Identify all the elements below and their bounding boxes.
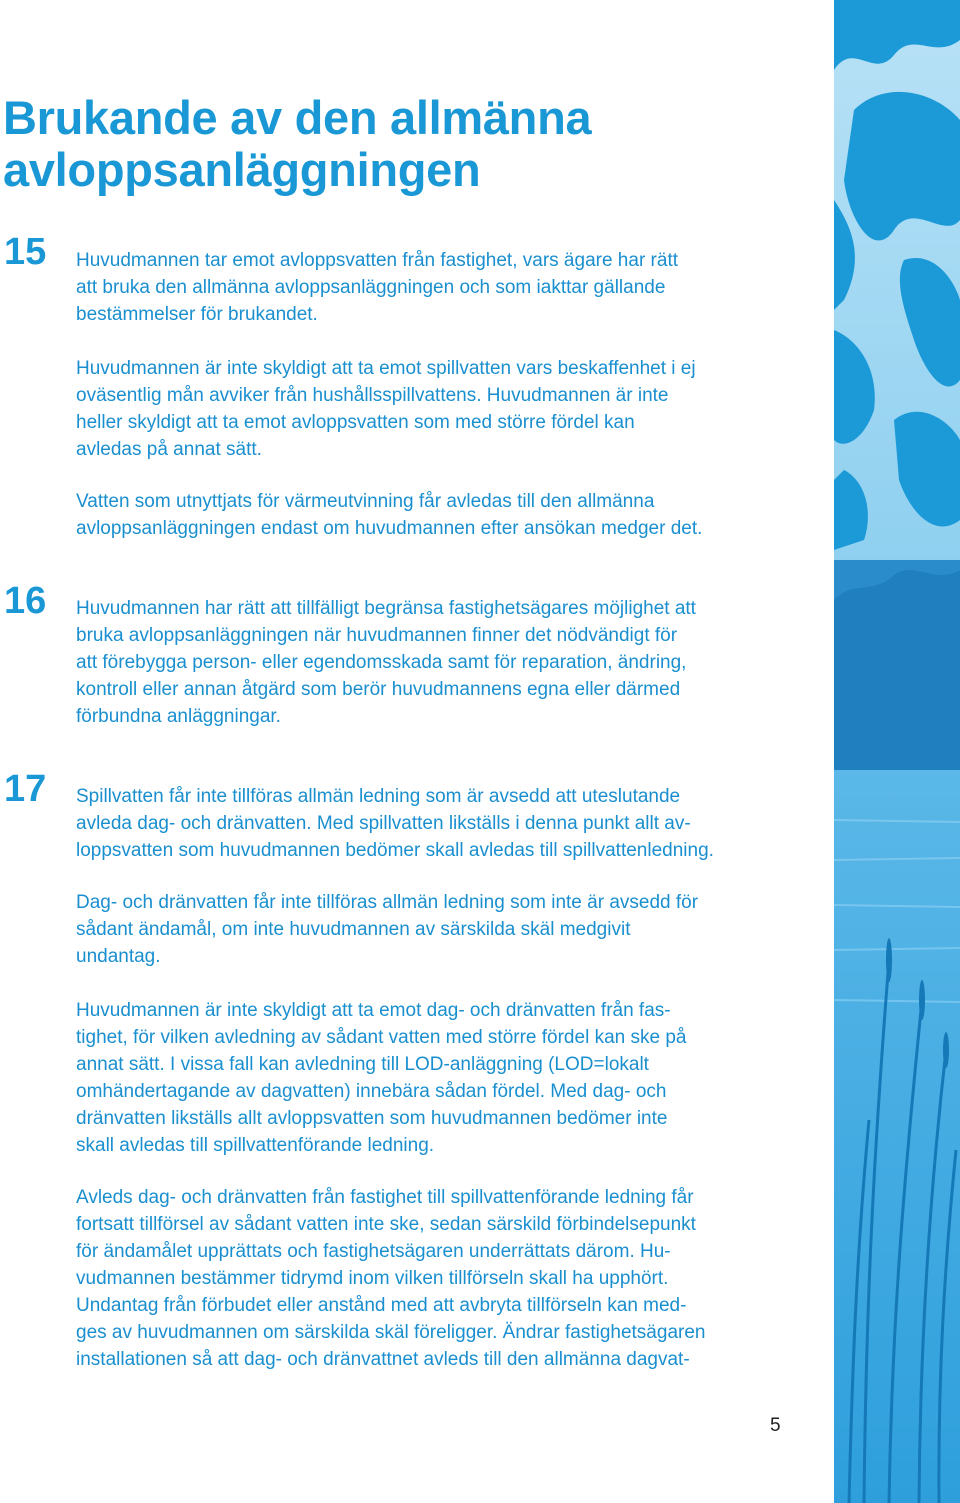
- text-line: annat sätt. I vissa fall kan avledning till LOD-anläggning (LOD=lokalt: [76, 1054, 649, 1075]
- text-line: bruka avloppsanläggningen när huvudmannen finner det nödvändigt för: [76, 625, 678, 646]
- text-line: Huvudmannen har rätt att tillfälligt begränsa fastighetsägares möjlighet att: [76, 598, 696, 619]
- text-line: Vatten som utnyttjats för värmeutvinning får avledas till den allmänna: [76, 491, 655, 512]
- text-line: avloppsanläggningen endast om huvudmannen efter ansökan medger det.: [76, 518, 703, 539]
- text-line: kontroll eller annan åtgärd som berör huvudmannens egna eller därmed: [76, 679, 681, 700]
- text-line: Huvudmannen är inte skyldigt att ta emot dag- och dränvatten från fas-: [76, 1000, 671, 1021]
- text-line: Huvudmannen är inte skyldigt att ta emot spillvatten vars beskaffenhet i ej: [76, 358, 696, 379]
- text-line: fortsatt tillförsel av sådant vatten inte ske, sedan särskild förbindelsepunkt: [76, 1214, 696, 1235]
- text-line: avledas på annat sätt.: [76, 439, 262, 460]
- text-line: sådant ändamål, om inte huvudmannen av särskilda skäl medgivit: [76, 919, 631, 940]
- page-title: [3, 92, 823, 196]
- text-line: undantag.: [76, 946, 161, 967]
- section-number-16: 16: [4, 580, 47, 622]
- text-line: att förebygga person- eller egendomsskada samt för reparation, ändring,: [76, 652, 687, 673]
- section-17-paragraph-4: [76, 1184, 806, 1373]
- text-line: att bruka den allmänna avloppsanläggningen och som iakttar gällande: [76, 277, 666, 298]
- section-17-paragraph-2: [76, 889, 806, 970]
- lake-reeds-photo: [834, 0, 960, 1503]
- text-line: avleda dag- och dränvatten. Med spillvatten likställs i denna punkt allt av-: [76, 813, 691, 834]
- section-15-paragraph-3: [76, 488, 806, 542]
- text-line: dränvatten likställs allt avloppsvatten som huvudmannen bedömer inte: [76, 1108, 668, 1129]
- section-15-paragraph-1: [76, 247, 806, 328]
- section-17-paragraph-3: [76, 997, 806, 1159]
- text-line: Spillvatten får inte tillföras allmän ledning som är avsedd att uteslutande: [76, 786, 681, 807]
- section-16-paragraph-1: [76, 595, 806, 730]
- section-number-15: 15: [4, 231, 47, 273]
- text-line: för ändamålet upprättats och fastighetsägaren underrättats därom. Hu-: [76, 1241, 671, 1262]
- page-title-line-2: avloppsanläggningen: [3, 143, 481, 196]
- text-line: Huvudmannen tar emot avloppsvatten från fastighet, vars ägare har rätt: [76, 250, 678, 271]
- text-line: loppsvatten som huvudmannen bedömer skall avledas till spillvattenledning.: [76, 840, 714, 861]
- section-number-17: 17: [4, 768, 47, 810]
- text-line: tighet, för vilken avledning av sådant vatten med större fördel kan ske på: [76, 1027, 687, 1048]
- text-line: heller skyldigt att ta emot avloppsvatten som med större fördel kan: [76, 412, 635, 433]
- text-line: Dag- och dränvatten får inte tillföras allmän ledning som inte är avsedd för: [76, 892, 699, 913]
- page-number: 5: [770, 1415, 781, 1436]
- text-line: vudmannen bestämmer tidrymd inom vilken tillförseln skall ha upphört.: [76, 1268, 669, 1289]
- text-line: installationen så att dag- och dränvattnet avleds till den allmänna dagvat-: [76, 1349, 690, 1370]
- text-line: Undantag från förbudet eller anstånd med att avbryta tillförseln kan med-: [76, 1295, 687, 1316]
- page-title-line-1: Brukande av den allmänna: [3, 91, 592, 144]
- text-line: förbundna anläggningar.: [76, 706, 281, 727]
- text-line: skall avledas till spillvattenförande ledning.: [76, 1135, 435, 1156]
- text-line: ges av huvudmannen om särskilda skäl föreligger. Ändrar fastighetsägaren: [76, 1322, 706, 1343]
- text-line: omhändertagande av dagvatten) innebära sådan fördel. Med dag- och: [76, 1081, 667, 1102]
- text-line: Avleds dag- och dränvatten från fastighet till spillvattenförande ledning får: [76, 1187, 694, 1208]
- text-line: bestämmelser för brukandet.: [76, 304, 318, 325]
- section-15-paragraph-2: [76, 355, 806, 463]
- text-line: oväsentlig mån avviker från hushållsspillvattens. Huvudmannen är inte: [76, 385, 669, 406]
- section-17-paragraph-1: [76, 783, 806, 864]
